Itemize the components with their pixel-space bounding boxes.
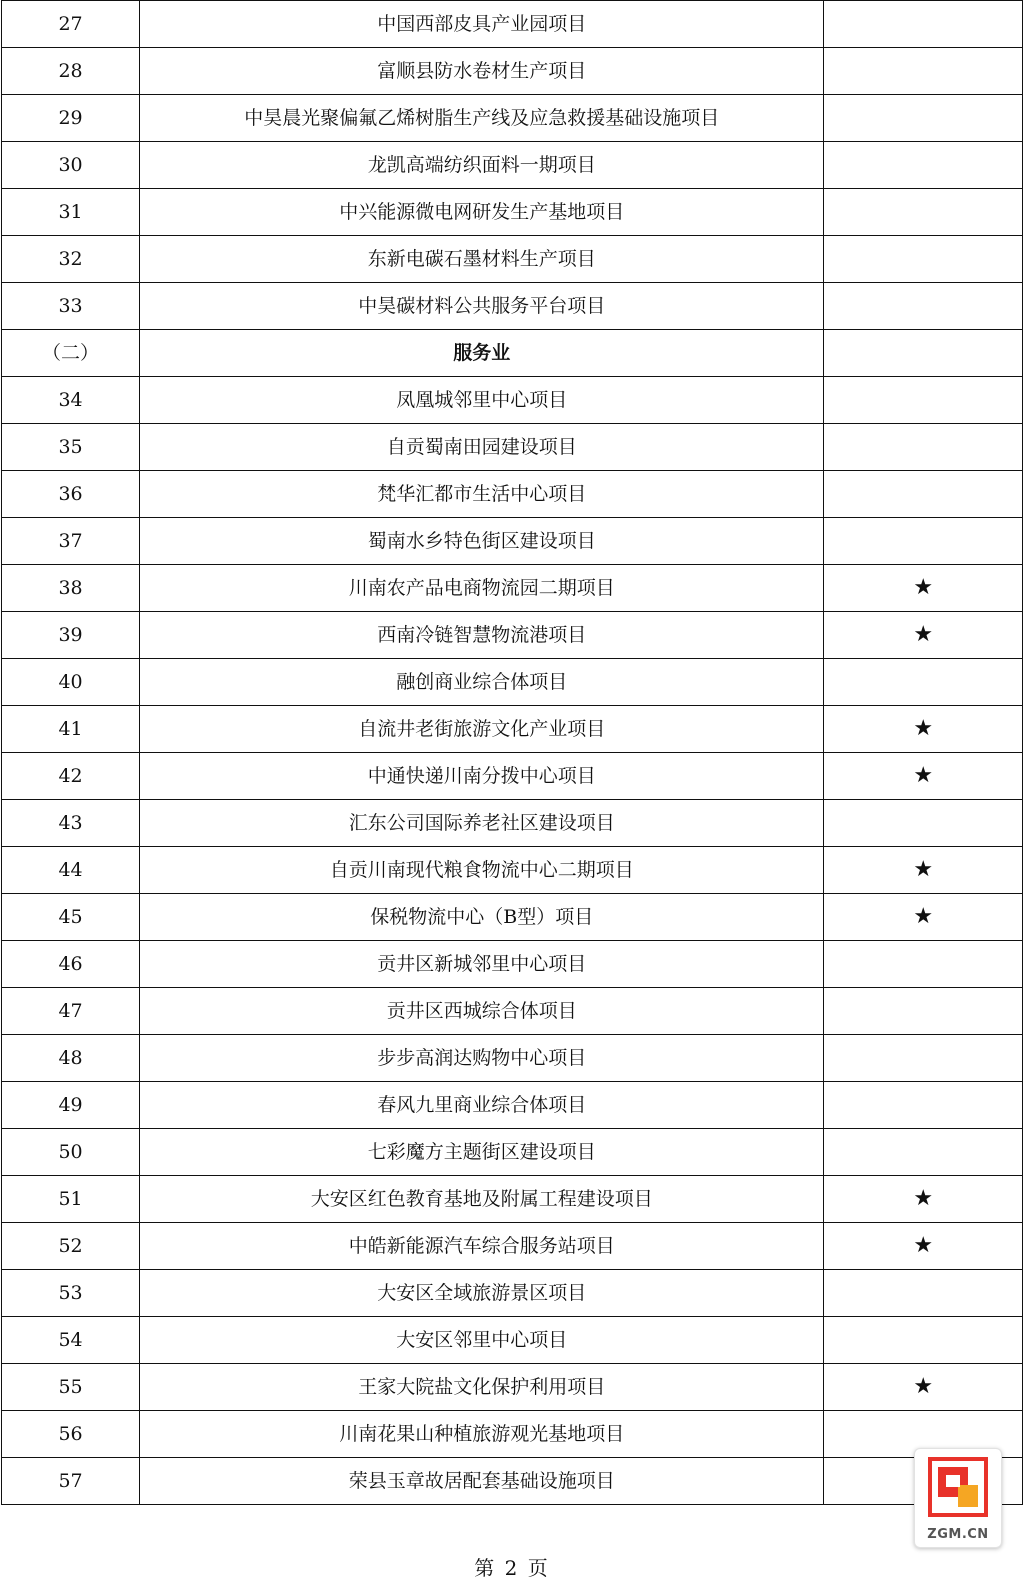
project-name: 春风九里商业综合体项目 [140, 1082, 824, 1129]
table-row [2, 894, 1023, 941]
mark-cell [824, 518, 1023, 565]
star-icon: ★ [824, 753, 1023, 800]
row-number: （二） [2, 330, 140, 377]
row-number: 35 [2, 424, 140, 471]
row-number: 54 [2, 1317, 140, 1364]
mark-cell [824, 1035, 1023, 1082]
project-name: 川南花果山种植旅游观光基地项目 [140, 1411, 824, 1458]
table-row [2, 612, 1023, 659]
table-row [2, 1, 1023, 48]
mark-cell [824, 189, 1023, 236]
table-row [2, 1223, 1023, 1270]
row-number: 39 [2, 612, 140, 659]
table-row [2, 1035, 1023, 1082]
row-number: 32 [2, 236, 140, 283]
project-name: 汇东公司国际养老社区建设项目 [140, 800, 824, 847]
row-number: 33 [2, 283, 140, 330]
project-name: 贡井区西城综合体项目 [140, 988, 824, 1035]
table-row [2, 377, 1023, 424]
project-name: 自流井老街旅游文化产业项目 [140, 706, 824, 753]
star-icon: ★ [824, 565, 1023, 612]
table-row [2, 1317, 1023, 1364]
mark-cell [824, 1082, 1023, 1129]
mark-cell [824, 1270, 1023, 1317]
mark-cell [824, 95, 1023, 142]
table-row [2, 1129, 1023, 1176]
star-icon: ★ [824, 706, 1023, 753]
table-row [2, 189, 1023, 236]
row-number: 34 [2, 377, 140, 424]
page-number: 第 2 页 [474, 1556, 550, 1580]
project-name: 中国西部皮具产业园项目 [140, 1, 824, 48]
row-number: 47 [2, 988, 140, 1035]
mark-cell [824, 941, 1023, 988]
project-name: 大安区全域旅游景区项目 [140, 1270, 824, 1317]
table-row [2, 753, 1023, 800]
table-row [2, 471, 1023, 518]
row-number: 41 [2, 706, 140, 753]
project-name: 大安区红色教育基地及附属工程建设项目 [140, 1176, 824, 1223]
project-name: 中昊碳材料公共服务平台项目 [140, 283, 824, 330]
mark-cell [824, 1, 1023, 48]
row-number: 51 [2, 1176, 140, 1223]
row-number: 43 [2, 800, 140, 847]
table-row [2, 424, 1023, 471]
row-number: 27 [2, 1, 140, 48]
table-row [2, 236, 1023, 283]
row-number: 29 [2, 95, 140, 142]
table-row [2, 1176, 1023, 1223]
table-row [2, 988, 1023, 1035]
mark-cell [824, 1317, 1023, 1364]
star-icon: ★ [824, 894, 1023, 941]
watermark-logo [914, 1448, 1002, 1548]
table-row [2, 847, 1023, 894]
row-number: 57 [2, 1458, 140, 1505]
project-name: 保税物流中心（B型）项目 [140, 894, 824, 941]
row-number: 38 [2, 565, 140, 612]
project-name: 融创商业综合体项目 [140, 659, 824, 706]
mark-cell [824, 471, 1023, 518]
row-number: 31 [2, 189, 140, 236]
project-name: 步步高润达购物中心项目 [140, 1035, 824, 1082]
mark-cell [824, 988, 1023, 1035]
project-name: 七彩魔方主题街区建设项目 [140, 1129, 824, 1176]
table-row [2, 518, 1023, 565]
table-row [2, 941, 1023, 988]
star-icon: ★ [824, 847, 1023, 894]
project-name: 王家大院盐文化保护利用项目 [140, 1364, 824, 1411]
star-icon: ★ [824, 1176, 1023, 1223]
project-table [1, 0, 1023, 1505]
row-number: 55 [2, 1364, 140, 1411]
table-row [2, 142, 1023, 189]
table-row [2, 659, 1023, 706]
watermark-text: ZGM.CN [927, 1527, 989, 1542]
table-row [2, 1458, 1023, 1505]
mark-cell [824, 330, 1023, 377]
table-row [2, 1082, 1023, 1129]
project-name: 大安区邻里中心项目 [140, 1317, 824, 1364]
table-row [2, 800, 1023, 847]
project-name: 凤凰城邻里中心项目 [140, 377, 824, 424]
row-number: 42 [2, 753, 140, 800]
section-row [2, 330, 1023, 377]
section-title: 服务业 [140, 330, 824, 377]
row-number: 45 [2, 894, 140, 941]
table-row [2, 1270, 1023, 1317]
table-row [2, 283, 1023, 330]
row-number: 37 [2, 518, 140, 565]
mark-cell [824, 659, 1023, 706]
row-number: 28 [2, 48, 140, 95]
project-name: 中皓新能源汽车综合服务站项目 [140, 1223, 824, 1270]
project-name: 荣县玉章故居配套基础设施项目 [140, 1458, 824, 1505]
mark-cell [824, 377, 1023, 424]
project-table-body [2, 1, 1023, 1505]
row-number: 36 [2, 471, 140, 518]
table-row [2, 1364, 1023, 1411]
project-name: 中兴能源微电网研发生产基地项目 [140, 189, 824, 236]
row-number: 56 [2, 1411, 140, 1458]
star-icon: ★ [824, 1364, 1023, 1411]
mark-cell [824, 800, 1023, 847]
zgm-logo-icon [928, 1457, 988, 1519]
row-number: 50 [2, 1129, 140, 1176]
project-name: 东新电碳石墨材料生产项目 [140, 236, 824, 283]
project-name: 西南冷链智慧物流港项目 [140, 612, 824, 659]
row-number: 48 [2, 1035, 140, 1082]
project-name: 贡井区新城邻里中心项目 [140, 941, 824, 988]
mark-cell [824, 424, 1023, 471]
mark-cell [824, 48, 1023, 95]
project-name: 蜀南水乡特色街区建设项目 [140, 518, 824, 565]
table-row [2, 95, 1023, 142]
row-number: 52 [2, 1223, 140, 1270]
project-name: 龙凯高端纺织面料一期项目 [140, 142, 824, 189]
mark-cell [824, 236, 1023, 283]
mark-cell [824, 142, 1023, 189]
row-number: 30 [2, 142, 140, 189]
project-name: 富顺县防水卷材生产项目 [140, 48, 824, 95]
mark-cell [824, 283, 1023, 330]
star-icon: ★ [824, 612, 1023, 659]
star-icon: ★ [824, 1223, 1023, 1270]
row-number: 40 [2, 659, 140, 706]
row-number: 46 [2, 941, 140, 988]
row-number: 44 [2, 847, 140, 894]
table-row [2, 48, 1023, 95]
row-number: 49 [2, 1082, 140, 1129]
project-name: 川南农产品电商物流园二期项目 [140, 565, 824, 612]
row-number: 53 [2, 1270, 140, 1317]
mark-cell [824, 1129, 1023, 1176]
table-row [2, 706, 1023, 753]
project-name: 梵华汇都市生活中心项目 [140, 471, 824, 518]
table-row [2, 565, 1023, 612]
project-name: 中昊晨光聚偏氟乙烯树脂生产线及应急救援基础设施项目 [140, 95, 824, 142]
table-row [2, 1411, 1023, 1458]
project-name: 自贡蜀南田园建设项目 [140, 424, 824, 471]
project-name: 中通快递川南分拨中心项目 [140, 753, 824, 800]
project-name: 自贡川南现代粮食物流中心二期项目 [140, 847, 824, 894]
